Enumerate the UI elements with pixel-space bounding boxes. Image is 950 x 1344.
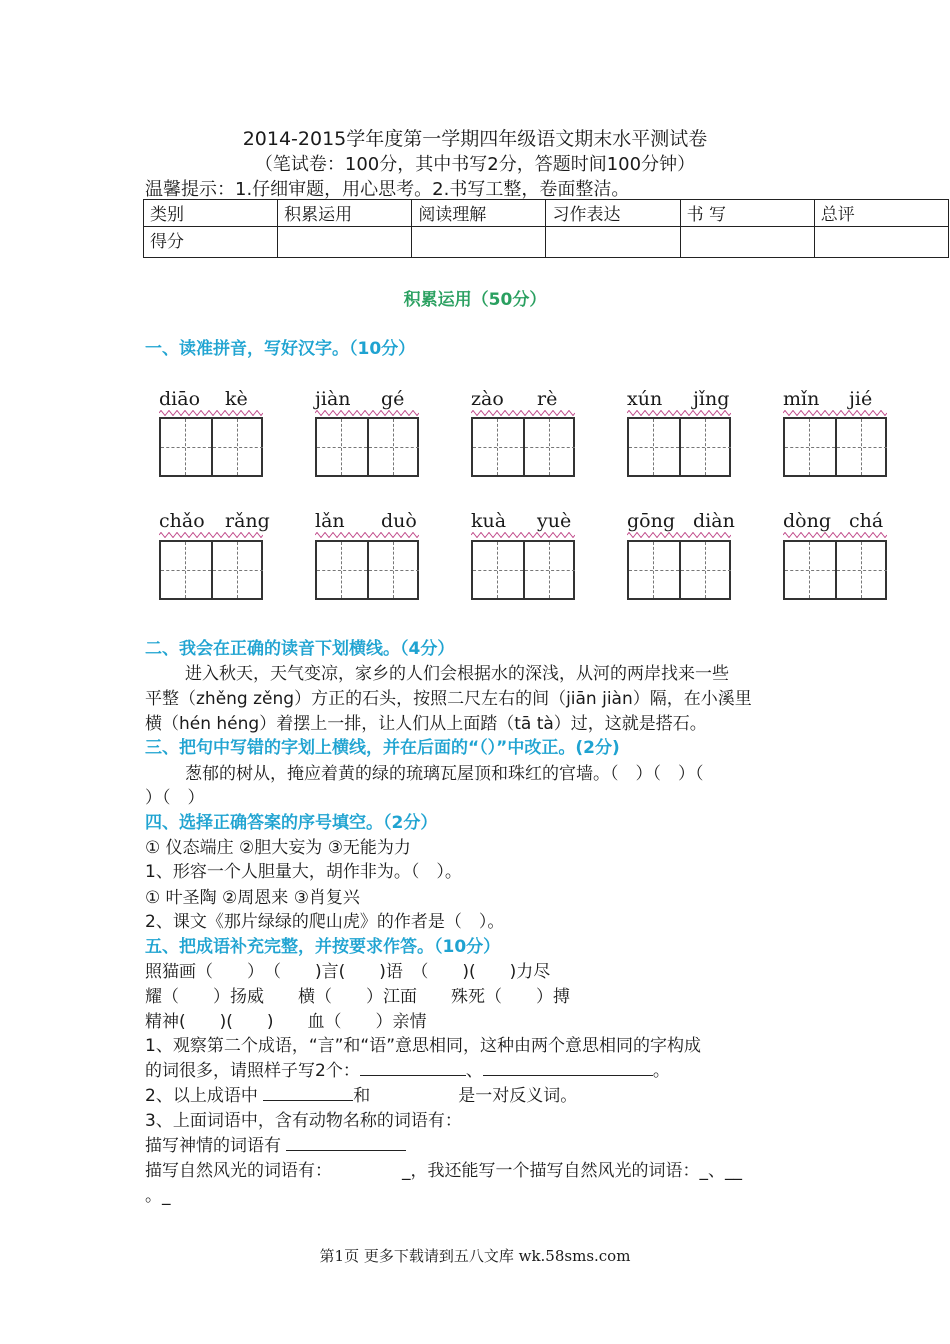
q5-question (145, 1131, 406, 1156)
grid-guide-vertical (497, 542, 498, 598)
writing-grid[interactable] (627, 417, 731, 477)
grid-guide-horizontal (161, 447, 211, 448)
grid-guide-horizontal (629, 447, 679, 448)
q5-question: 3、上面词语中，含有动物名称的词语有： (145, 1111, 462, 1131)
grid-guide-vertical (653, 419, 654, 475)
q5-question: 1、观察第二个成语，“言”和“语”意思相同，这种由两个意思相同的字构成 (145, 1036, 702, 1056)
pinyin-syllable: diàn (693, 510, 735, 532)
section-title: 积累运用（50分） (403, 290, 547, 310)
grid-guide-vertical (809, 542, 810, 598)
grid-guide-vertical (341, 542, 342, 598)
q5-question (145, 1056, 670, 1081)
q5-idiom-line: 精神( )( ) 血（ ）亲情 (145, 1012, 427, 1032)
period: 。 (652, 1061, 670, 1081)
score-table-score-row (144, 227, 949, 258)
grid-guide-vertical (237, 419, 238, 475)
writing-grid[interactable] (783, 417, 887, 477)
q5-q2-post: 是一对反义词。 (458, 1086, 578, 1106)
grid-guide-horizontal (161, 570, 211, 571)
pinyin-syllable: chǎo (159, 510, 205, 532)
q5-q3b-text: 描写自然风光的词语有： (145, 1161, 332, 1181)
score-cell: 习作表达 (546, 200, 680, 227)
pinyin-syllable: jǐng (693, 388, 730, 410)
score-cell: 积累运用 (278, 200, 412, 227)
pinyin-syllable: kè (225, 388, 248, 410)
q5-q3b-end: 。_ (145, 1186, 171, 1206)
score-input-cell[interactable] (680, 227, 814, 258)
writing-grid[interactable] (471, 417, 575, 477)
q3-heading: 三、把句中写错的字划上横线，并在后面的“（）”中改正。(2分) (145, 738, 620, 758)
writing-grid[interactable] (315, 417, 419, 477)
grid-guide-horizontal (525, 447, 575, 448)
q2-line: 平整（zhěng zěng）方正的石头，按照二尺左右的间（jiān jiàn）隔，在小溪里 (145, 689, 752, 709)
pinyin-syllable: rǎng (225, 510, 270, 532)
q2-line: 横（hén héng）着摆上一排，让人们从上面踏（tā tà）过，这就是搭石。 (145, 714, 707, 734)
grid-guide-horizontal (681, 447, 731, 448)
writing-grid[interactable] (627, 540, 731, 600)
pinyin-syllable: chá (849, 510, 884, 532)
score-table-header-row (144, 200, 949, 227)
q4-heading: 四、选择正确答案的序号填空。（2分） (145, 813, 438, 833)
pinyin-syllable: xún (627, 388, 663, 410)
score-input-cell[interactable] (546, 227, 680, 258)
grid-guide-horizontal (525, 570, 575, 571)
grid-guide-vertical (497, 419, 498, 475)
wavy-underline (315, 410, 419, 416)
writing-grid[interactable] (159, 540, 263, 600)
pinyin-syllable: kuà (471, 510, 507, 532)
pinyin-syllable: jiàn (315, 388, 351, 410)
q5-idiom-line: 照猫画（ ） （ )言( )语 （ )( )力尽 (145, 962, 551, 982)
grid-guide-horizontal (317, 570, 367, 571)
pinyin-syllable: zào (471, 388, 504, 410)
writing-grid[interactable] (159, 417, 263, 477)
q5-idiom-line: 耀（ ）扬威 横（ ）江面 殊死（ ）搏 (145, 987, 570, 1007)
grid-guide-vertical (549, 419, 550, 475)
pinyin-syllable: yuè (537, 510, 572, 532)
q5-q1-text: 的词很多，请照样子写2个： (145, 1061, 360, 1081)
pinyin-syllable: gé (381, 388, 405, 410)
wavy-underline (627, 532, 731, 538)
grid-guide-vertical (185, 419, 186, 475)
wavy-underline (627, 410, 731, 416)
score-input-cell[interactable] (814, 227, 948, 258)
grid-guide-horizontal (369, 447, 419, 448)
pinyin-syllable: mǐn (783, 388, 820, 410)
score-cell: 阅读理解 (412, 200, 546, 227)
answer-blank[interactable] (483, 1059, 653, 1076)
score-cell: 得分 (144, 227, 278, 258)
q4-line: 1、形容一个人胆量大，胡作非为。（ ）。 (145, 862, 462, 882)
grid-guide-vertical (341, 419, 342, 475)
wavy-underline (471, 532, 575, 538)
q5-question (145, 1081, 577, 1106)
grid-guide-horizontal (629, 570, 679, 571)
q5-q3a-text: 描写神情的词语有 (145, 1136, 281, 1156)
grid-guide-vertical (809, 419, 810, 475)
score-input-cell[interactable] (412, 227, 546, 258)
q5-heading: 五、把成语补充完整，并按要求作答。（10分） (145, 937, 501, 957)
grid-guide-horizontal (785, 447, 835, 448)
score-cell: 类别 (144, 200, 278, 227)
q1-heading: 一、读准拼音，写好汉字。（10分） (145, 339, 416, 359)
pinyin-syllable: duò (381, 510, 417, 532)
pinyin-syllable: gōng (627, 510, 676, 532)
q5-q2-pre: 2、以上成语中 (145, 1086, 258, 1106)
wavy-underline (159, 532, 263, 538)
grid-guide-vertical (549, 542, 550, 598)
q2-line: 进入秋天，天气变凉，家乡的人们会根据水的深浅，从河的两岸找来一些 (185, 664, 729, 684)
q3-line: 葱郁的树从，掩应着黄的绿的琉璃瓦屋顶和珠红的官墙。（ ）（ ）（ (185, 764, 704, 784)
answer-blank[interactable] (360, 1059, 466, 1076)
wavy-underline (159, 410, 263, 416)
q5-q2-mid: 和 (353, 1086, 371, 1106)
pinyin-syllable: diāo (159, 388, 201, 410)
writing-grid[interactable] (471, 540, 575, 600)
wavy-underline (783, 532, 887, 538)
answer-blank[interactable] (286, 1134, 406, 1151)
score-table (143, 199, 949, 258)
q4-line: 2、课文《那片绿绿的爬山虎》的作者是（ ）。 (145, 912, 505, 932)
grid-guide-horizontal (837, 447, 887, 448)
grid-guide-horizontal (213, 447, 263, 448)
score-input-cell[interactable] (278, 227, 412, 258)
wavy-underline (783, 410, 887, 416)
exam-subtitle: （笔试卷：100分，其中书写2分，答题时间100分钟） (254, 154, 696, 175)
grid-guide-vertical (393, 542, 394, 598)
writing-grid[interactable] (783, 540, 887, 600)
exam-title: 2014-2015学年度第一学期四年级语文期末水平测试卷 (242, 128, 708, 150)
grid-guide-vertical (861, 419, 862, 475)
q4-line: ① 仪态端庄 ②胆大妄为 ③无能为力 (145, 838, 411, 858)
wavy-underline (315, 532, 419, 538)
wavy-underline (471, 410, 575, 416)
grid-guide-vertical (861, 542, 862, 598)
grid-guide-horizontal (369, 570, 419, 571)
q2-heading: 二、我会在正确的读音下划横线。（4分） (145, 639, 455, 659)
grid-guide-horizontal (681, 570, 731, 571)
score-cell: 书 写 (680, 200, 814, 227)
q5-question (145, 1156, 742, 1181)
pinyin-syllable: jié (849, 388, 873, 410)
pinyin-syllable: rè (537, 388, 558, 410)
grid-guide-vertical (185, 542, 186, 598)
exam-tip: 温馨提示：1.仔细审题，用心思考。2.书写工整，卷面整洁。 (145, 179, 630, 200)
q5-q3b-tail: _，我还能写一个描写自然风光的词语：_、__ (402, 1161, 742, 1181)
grid-guide-vertical (237, 542, 238, 598)
grid-guide-vertical (705, 542, 706, 598)
grid-guide-horizontal (837, 570, 887, 571)
writing-grid[interactable] (315, 540, 419, 600)
pinyin-syllable: lǎn (315, 510, 345, 532)
page-footer: 第1页 更多下载请到五八文库 wk.58sms.com (319, 1247, 631, 1265)
grid-guide-horizontal (317, 447, 367, 448)
grid-guide-horizontal (213, 570, 263, 571)
grid-guide-vertical (653, 542, 654, 598)
q3-line: ）（ ） (145, 788, 205, 808)
grid-guide-horizontal (473, 570, 523, 571)
q4-line: ① 叶圣陶 ②周恩来 ③肖复兴 (145, 888, 360, 908)
grid-guide-horizontal (785, 570, 835, 571)
grid-guide-vertical (393, 419, 394, 475)
separator: 、 (465, 1061, 483, 1081)
grid-guide-horizontal (473, 447, 523, 448)
answer-blank[interactable] (263, 1084, 353, 1101)
score-cell: 总评 (814, 200, 948, 227)
grid-guide-vertical (705, 419, 706, 475)
pinyin-syllable: dòng (783, 510, 832, 532)
